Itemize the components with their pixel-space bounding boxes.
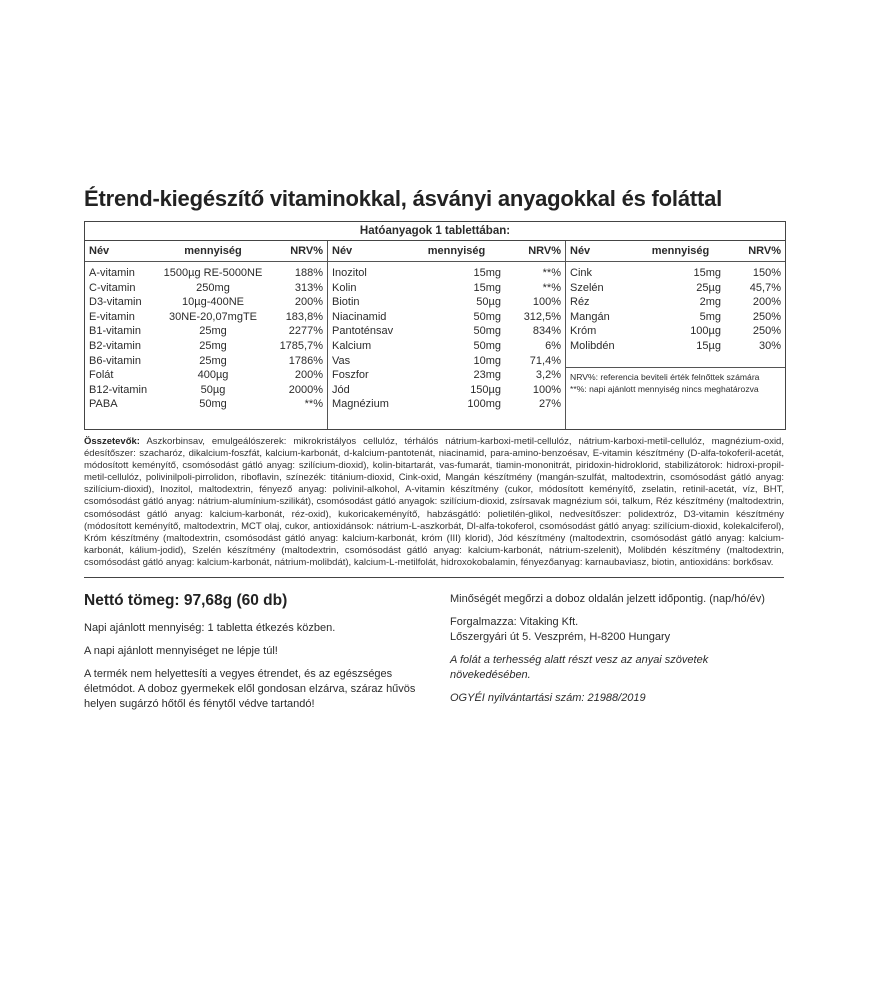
header-nrv: NRV% (748, 245, 781, 257)
nutrient-nrv: 200% (752, 296, 781, 309)
nutrient-amount: 10mg (473, 354, 501, 367)
table-row (89, 383, 323, 398)
nutrient-name: A-vitamin (89, 267, 135, 279)
nutrient-nrv: 2277% (288, 325, 323, 338)
nutrient-nrv: **% (542, 267, 561, 279)
nutrient-nrv: 250% (752, 310, 781, 323)
distributor-name: Forgalmazza: Vitaking Kft. (450, 616, 579, 629)
nutrient-amount: 10µg-400NE (182, 296, 244, 309)
nutrient-name: Pantoténsav (332, 325, 394, 338)
nutrient-nrv: 183,8% (285, 310, 323, 323)
table-row (332, 339, 561, 354)
nutrient-nrv: 200% (294, 369, 323, 382)
table-row (332, 354, 561, 369)
column-rows (328, 262, 565, 412)
nutrient-amount: 15µg (696, 339, 721, 352)
nutrient-amount: 50µg (200, 383, 226, 396)
bottom-right (450, 592, 788, 720)
column-header (566, 241, 785, 262)
nutrient-nrv: 188% (294, 267, 323, 279)
nutrient-nrv: 313% (294, 281, 323, 294)
nutrient-amount: 15mg (473, 267, 501, 279)
nutrient-amount: 50mg (473, 339, 501, 352)
net-weight: Nettó tömeg: 97,68g (60 db) (84, 592, 288, 610)
table-row (89, 339, 323, 354)
label-title: Étrend-kiegészítő vitaminokkal, ásványi anyagokkal és foláttal (84, 186, 723, 211)
table-row (570, 281, 781, 296)
table-row (89, 281, 323, 296)
nutrient-name: B1-vitamin (89, 325, 141, 338)
nutrient-amount: 15mg (693, 267, 721, 279)
table-caption: Hatóanyagok 1 tablettában: (85, 222, 785, 241)
nutrient-nrv: 6% (545, 339, 561, 352)
table-row (89, 310, 323, 325)
best-before: Minőségét megőrzi a doboz oldalán jelzett időpontig. (nap/hó/év) (450, 593, 765, 606)
table-row (89, 295, 323, 310)
nutrient-amount: 150µg (470, 383, 501, 396)
header-nrv: NRV% (528, 245, 561, 257)
active-ingredients-table (84, 221, 786, 430)
column-rows (566, 262, 785, 354)
nrv-note: NRV%: referencia beviteli érték felnőttek számára (570, 372, 760, 382)
table-column-trace-elements (566, 241, 785, 429)
table-column-vitamins (85, 241, 328, 429)
bottom-info (84, 592, 788, 720)
column-header (85, 241, 327, 262)
dose-warning: A napi ajánlott mennyiséget ne lépje túl! (84, 645, 278, 658)
nutrient-nrv: 71,4% (529, 354, 561, 367)
column-header (328, 241, 565, 262)
nutrient-nrv: 834% (532, 325, 561, 338)
table-row (89, 397, 323, 412)
nutrient-nrv: 2000% (288, 383, 323, 396)
nutrient-name: Cink (570, 267, 593, 279)
nutrient-nrv: 27% (538, 398, 561, 411)
distributor-address: Lőszergyári út 5. Veszprém, H-8200 Hungary (450, 631, 671, 644)
nutrient-name: D3-vitamin (89, 296, 142, 309)
nutrient-nrv: 100% (532, 383, 561, 396)
nutrient-name: Molibdén (570, 339, 615, 352)
distributor (450, 615, 788, 645)
table-column-minerals (328, 241, 566, 429)
table-row (570, 324, 781, 339)
nutrient-nrv: **% (542, 281, 561, 294)
nutrient-nrv: 100% (532, 296, 561, 309)
nutrient-amount: 400µg (197, 369, 229, 382)
table-row (332, 397, 561, 412)
header-amount: mennyiség (184, 245, 242, 257)
table-row (89, 266, 323, 281)
header-nrv: NRV% (290, 245, 323, 257)
table-row (570, 339, 781, 354)
nutrient-nrv: 150% (752, 267, 781, 279)
daily-dose: Napi ajánlott mennyiség: 1 tabletta étkezés közben. (84, 622, 336, 635)
nutrient-amount: 50mg (199, 398, 227, 411)
nutrient-amount: 25mg (199, 325, 227, 338)
table-row (332, 281, 561, 296)
nutrient-amount: 50µg (476, 296, 501, 309)
nutrient-amount: 2mg (699, 296, 721, 309)
nutrient-name: Mangán (570, 310, 610, 323)
nutrient-name: C-vitamin (89, 281, 136, 294)
ogyei-number: OGYÉI nyilvántartási szám: 21988/2019 (450, 692, 646, 705)
nutrient-amount: 1500µg RE-5000NE (163, 267, 263, 279)
table-row (332, 368, 561, 383)
nutrient-name: Magnézium (332, 398, 389, 411)
nutrient-amount: 100mg (467, 398, 501, 411)
header-name: Név (570, 245, 591, 257)
table-row (332, 324, 561, 339)
nrv-notes (566, 367, 785, 395)
table-row (89, 354, 323, 369)
nutrient-name: Jód (332, 383, 350, 396)
table-row (332, 310, 561, 325)
nrv-undefined-note: **%: napi ajánlott mennyiség nincs meghatározva (570, 383, 759, 394)
nutrient-name: Foszfor (332, 369, 369, 382)
nutrient-name: Réz (570, 296, 590, 309)
nutrient-name: Króm (570, 325, 597, 338)
nutrient-amount: 250mg (196, 281, 230, 294)
table-row (570, 266, 781, 281)
nutrient-name: Vas (332, 354, 351, 367)
nutrient-name: B6-vitamin (89, 354, 141, 367)
nutrient-name: Szelén (570, 281, 604, 294)
nutrient-name: Folát (89, 369, 114, 382)
nutrient-name: Niacinamid (332, 310, 387, 323)
nutrient-amount: 50mg (473, 310, 501, 323)
nutrient-name: Kalcium (332, 339, 372, 352)
table-row (570, 295, 781, 310)
table-row (332, 295, 561, 310)
nutrient-nrv: 1786% (288, 354, 323, 367)
table-row (570, 310, 781, 325)
table-row (89, 368, 323, 383)
nutrient-name: B12-vitamin (89, 383, 148, 396)
storage-advice: A termék nem helyettesíti a vegyes étrendet, és az egészséges életmódot. A doboz gyermekek elől gondosan elzárva, száraz hűvös helyen sugárzó hőtől és fénytől védve tartandó! (84, 668, 416, 711)
column-rows (85, 262, 327, 412)
nutrient-name: Kolin (332, 281, 357, 294)
ingredients-paragraph (84, 430, 784, 578)
label-content (84, 186, 788, 720)
bottom-left (84, 592, 450, 720)
nutrient-amount: 30NE-20,07mgTE (168, 310, 258, 323)
nutrient-amount: 50mg (473, 325, 501, 338)
nutrient-amount: 23mg (473, 369, 501, 382)
table-row (89, 324, 323, 339)
nutrient-amount: 5mg (699, 310, 721, 323)
header-name: Név (332, 245, 353, 257)
nutrient-amount: 100µg (690, 325, 721, 338)
nutrient-amount: 25mg (199, 339, 227, 352)
header-name: Név (89, 245, 110, 257)
nutrient-nrv: 312,5% (523, 310, 561, 323)
nutrient-nrv: 1785,7% (279, 339, 323, 352)
nutrient-nrv: 45,7% (749, 281, 781, 294)
header-amount: mennyiség (651, 245, 710, 257)
nutrient-amount: 15mg (473, 281, 501, 294)
nutrient-name: B2-vitamin (89, 339, 141, 352)
nutrient-amount: 25µg (696, 281, 721, 294)
table-columns (85, 241, 785, 429)
folate-note: A folát a terhesség alatt részt vesz az anyai szövetek növekedésében. (450, 654, 709, 682)
table-row (332, 383, 561, 398)
ingredients-text: Aszkorbinsav, emulgeálószerek: mikrokristályos cellulóz, térhálós nátrium-karboxi-metil-cellulóz, nátrium-karboxi-metil-cellulóz, magnézium-oxid, édesítőszer: szacharóz, dikalcium-foszfát, kalcium-karbonát, d-kalcium-pantotenát, niacinamid, para-amino-benzoésav, E-vitamin készítmény (D-alfa-tokoferil-acetát, módosított keményítő, csomósodást gátló anyag: szilícium-dioxid), kolin-bitartarát, vas-fumarát, tiamin-mononitrát, piridoxin-hidroklorid, stabilizátorok: hidroxi-propil-metil-cellulóz, polivinilpoli-pirrolidon, riboflavin, színezék: titánium-dioxid, Cink-oxid, Mangán készítmény (mangán-szulfát, maltodextrin, csomósodást gátló anyag: szilícium-dioxid), Inozitol, maltodextrin, fényező anyag: polivinil-alkohol, A-vitamin készítmény (cukor, módosított keményítő, zselatin, retinil-acetát, víz, BHT, csomósodást gátló anyag: nátrium-alumínium-szilikát), csomósodást gátló anyagok: szilícium-dioxid, zsírsavak magnézium sói, talkum, Réz készítmény (maltodextrin, csomósodást gátló anyag: kalcium-karbonát, réz-oxid), kukoricakeményítő, habzásgátló: polietilén-glikol, nedvesítőszer: polidextróz, D3-vitamin készítmény (módosított keményítő, maltodextrin, MCT olaj, cukor, antioxidánsok: nátrium-L-aszkorbát, Dl-alfa-tokoferol, csomósodást gátló anyag: szilícium-dioxid, kolekalciferol), Króm készítmény (maltodextrin, csomósodást gátló anyag: kalcium-karbonát, króm (III) klorid), Jód készítmény (maltodextrin, csomósodást gátló anyag: kalcium-karbonát, kálium-jodid), Szelén készítmény (maltodextrin, csomósodást gátló anyag: kalcium-karbonát, nátrium-szelenit), Molibdén készítmény (maltodextrin, csomósodást gátló anyag: kalcium-karbonát, nátrium-molibdát), kalcium-L-metilfolát, hidroxokobalamin, fényezőanyag: karnaubaviasz, biotin, antioxidáns: borkősav. (84, 436, 784, 568)
nutrient-name: PABA (89, 398, 118, 411)
nutrient-name: Inozitol (332, 267, 367, 279)
nutrient-name: E-vitamin (89, 310, 135, 323)
nutrient-nrv: **% (304, 398, 323, 411)
nutrient-nrv: 250% (752, 325, 781, 338)
table-row (332, 266, 561, 281)
nutrient-amount: 25mg (199, 354, 227, 367)
header-amount: mennyiség (427, 245, 486, 257)
nutrient-nrv: 200% (294, 296, 323, 309)
ingredients-label: Összetevők: (84, 436, 140, 447)
nutrient-name: Biotin (332, 296, 360, 309)
nutrient-nrv: 3,2% (535, 369, 561, 382)
nutrient-nrv: 30% (758, 339, 781, 352)
